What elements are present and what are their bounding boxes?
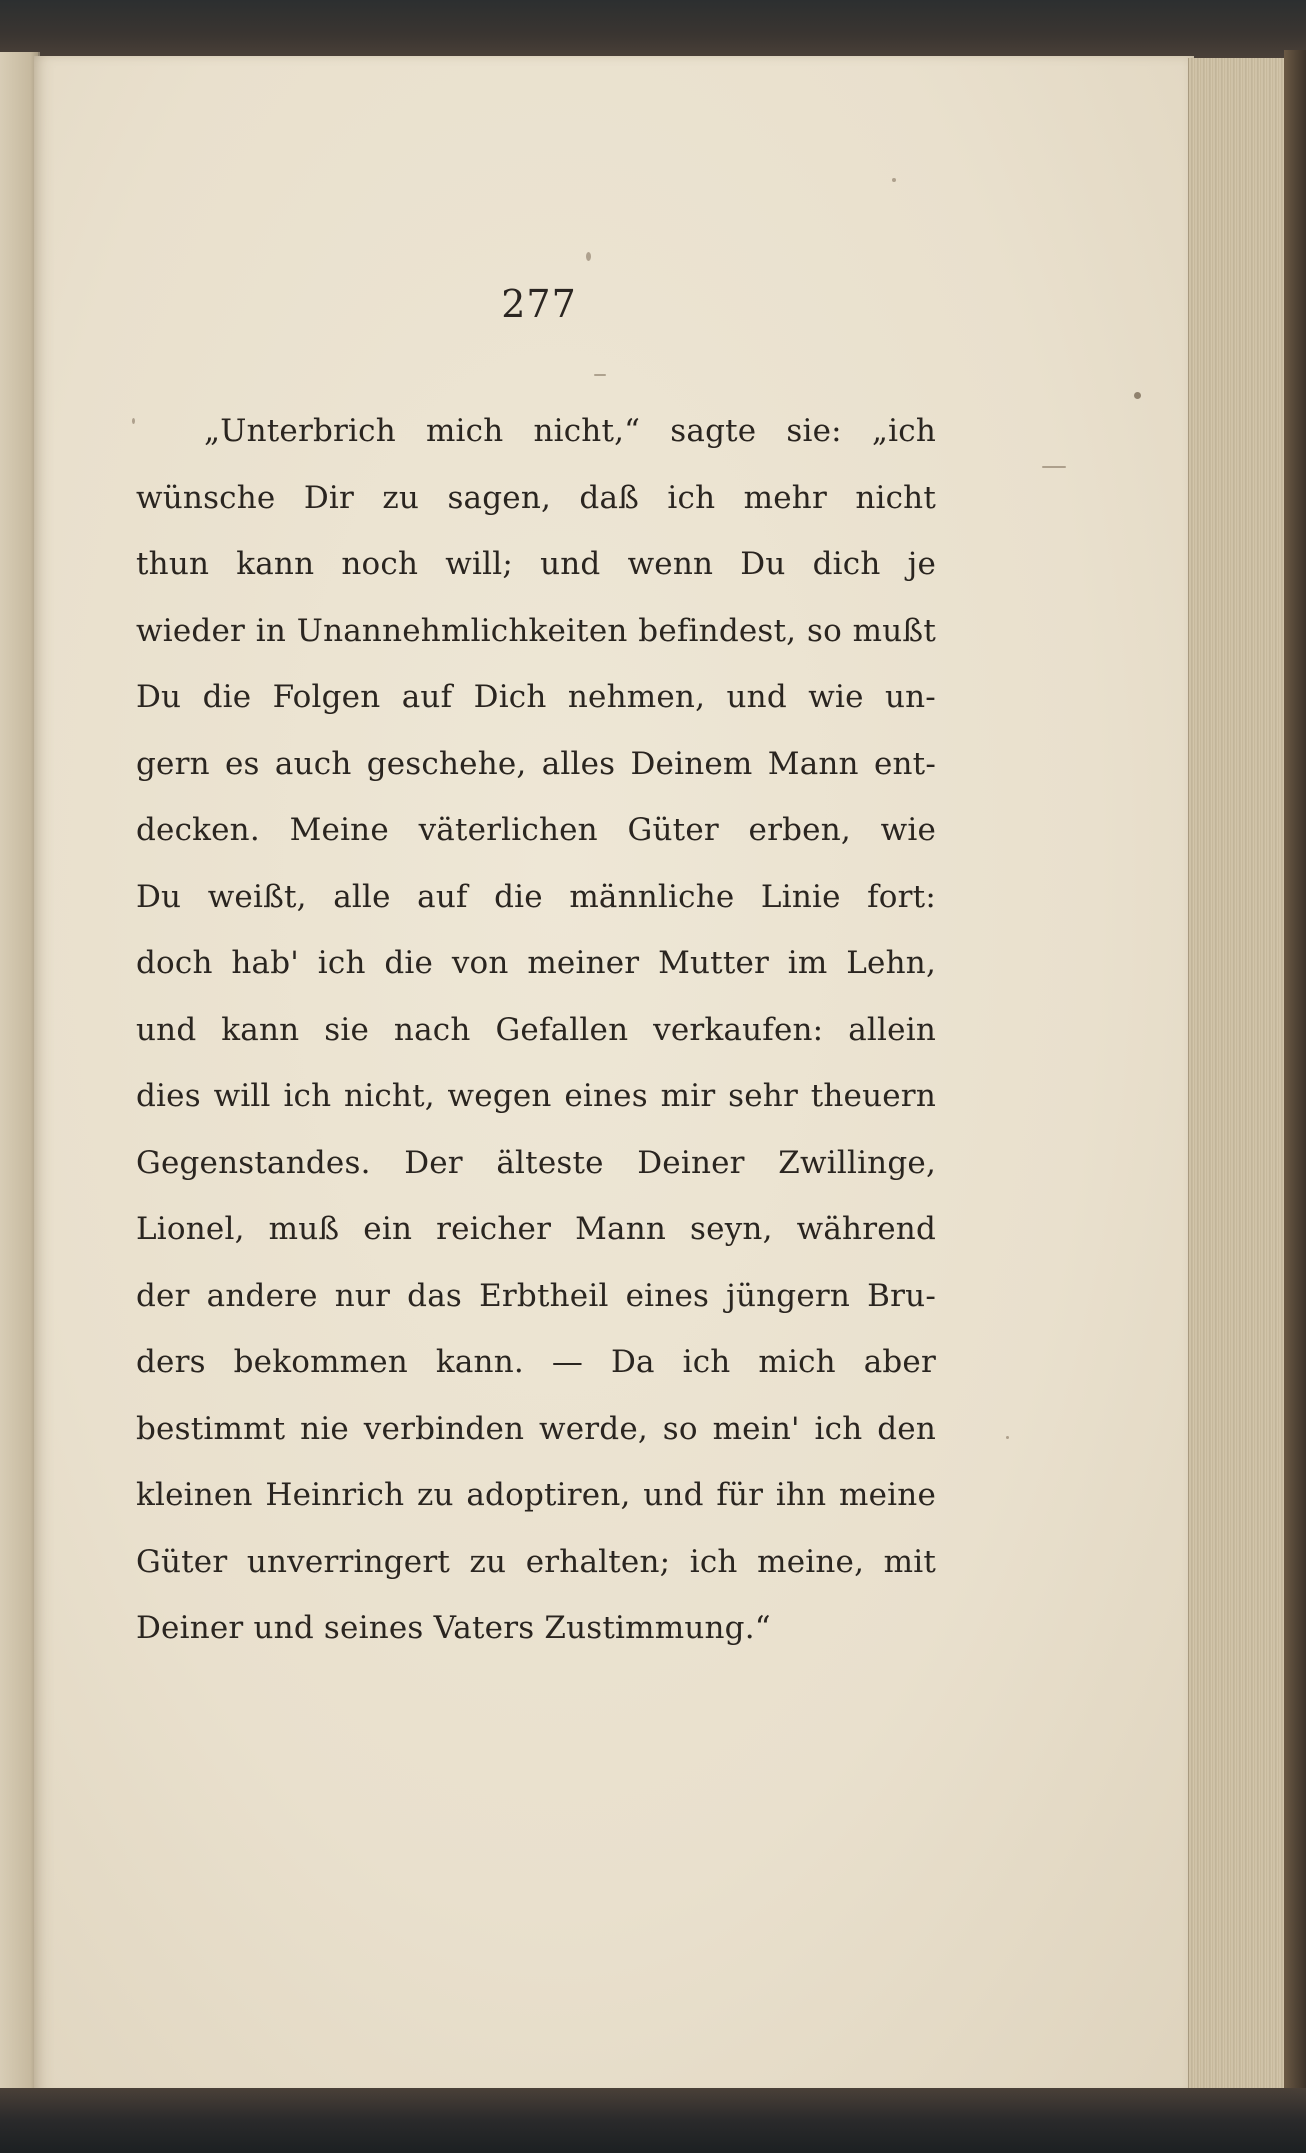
text-line: gern es auch geschehe, alles Deinem Mann ent- bbox=[136, 745, 936, 782]
text-line: und kann sie nach Gefallen verkaufen: allein bbox=[136, 1011, 936, 1048]
paper-speck bbox=[1134, 392, 1141, 399]
text-line: der andere nur das Erbtheil eines jüngern Bru- bbox=[136, 1277, 936, 1314]
text-line: Du die Folgen auf Dich nehmen, und wie un- bbox=[136, 679, 936, 715]
text-line: ders bekommen kann. — Da ich mich aber bbox=[136, 1344, 936, 1380]
text-line: bestimmt nie verbinden werde, so mein' ich den bbox=[136, 1410, 936, 1447]
text-line: doch hab' ich die von meiner Mutter im Lehn, bbox=[136, 945, 936, 981]
text-line: kleinen Heinrich zu adoptiren, und für ihn meine bbox=[136, 1477, 936, 1513]
book-back-cover bbox=[1284, 50, 1306, 2100]
text-line: decken. Meine väterlichen Güter erben, wie bbox=[136, 812, 936, 848]
text-line: Güter unverringert zu erhalten; ich meine, mit bbox=[136, 1543, 936, 1580]
text-line: wünsche Dir zu sagen, daß ich mehr nicht bbox=[136, 479, 936, 516]
paper-speck bbox=[1006, 1436, 1009, 1439]
text-line: „Unterbrich mich nicht,“ sagte sie: „ich bbox=[204, 413, 936, 449]
text-line: wieder in Unannehmlichkeiten befindest, so mußt bbox=[136, 612, 936, 649]
page-stack-edge bbox=[1188, 58, 1285, 2088]
text-line: Du weißt, alle auf die männliche Linie fort: bbox=[136, 878, 936, 915]
text-line: Deiner und seines Vaters Zustimmung.“ bbox=[136, 1610, 771, 1646]
text-line: thun kann noch will; und wenn Du dich je bbox=[136, 546, 936, 582]
paper-speck bbox=[1042, 466, 1066, 468]
text-line: Gegenstandes. Der älteste Deiner Zwillinge, bbox=[136, 1144, 936, 1181]
paper-speck bbox=[594, 374, 606, 376]
text-line: Lionel, muß ein reicher Mann seyn, während bbox=[136, 1211, 936, 1247]
book-cover-bottom-edge bbox=[0, 2088, 1306, 2153]
paper-speck bbox=[586, 252, 591, 261]
book-cover-top-edge bbox=[0, 0, 1306, 58]
text-line: dies will ich nicht, wegen eines mir sehr theuern bbox=[136, 1078, 936, 1114]
page-number: 277 bbox=[501, 282, 577, 326]
body-text bbox=[136, 398, 936, 1662]
paper-speck bbox=[132, 418, 135, 424]
paper-speck bbox=[892, 178, 896, 182]
